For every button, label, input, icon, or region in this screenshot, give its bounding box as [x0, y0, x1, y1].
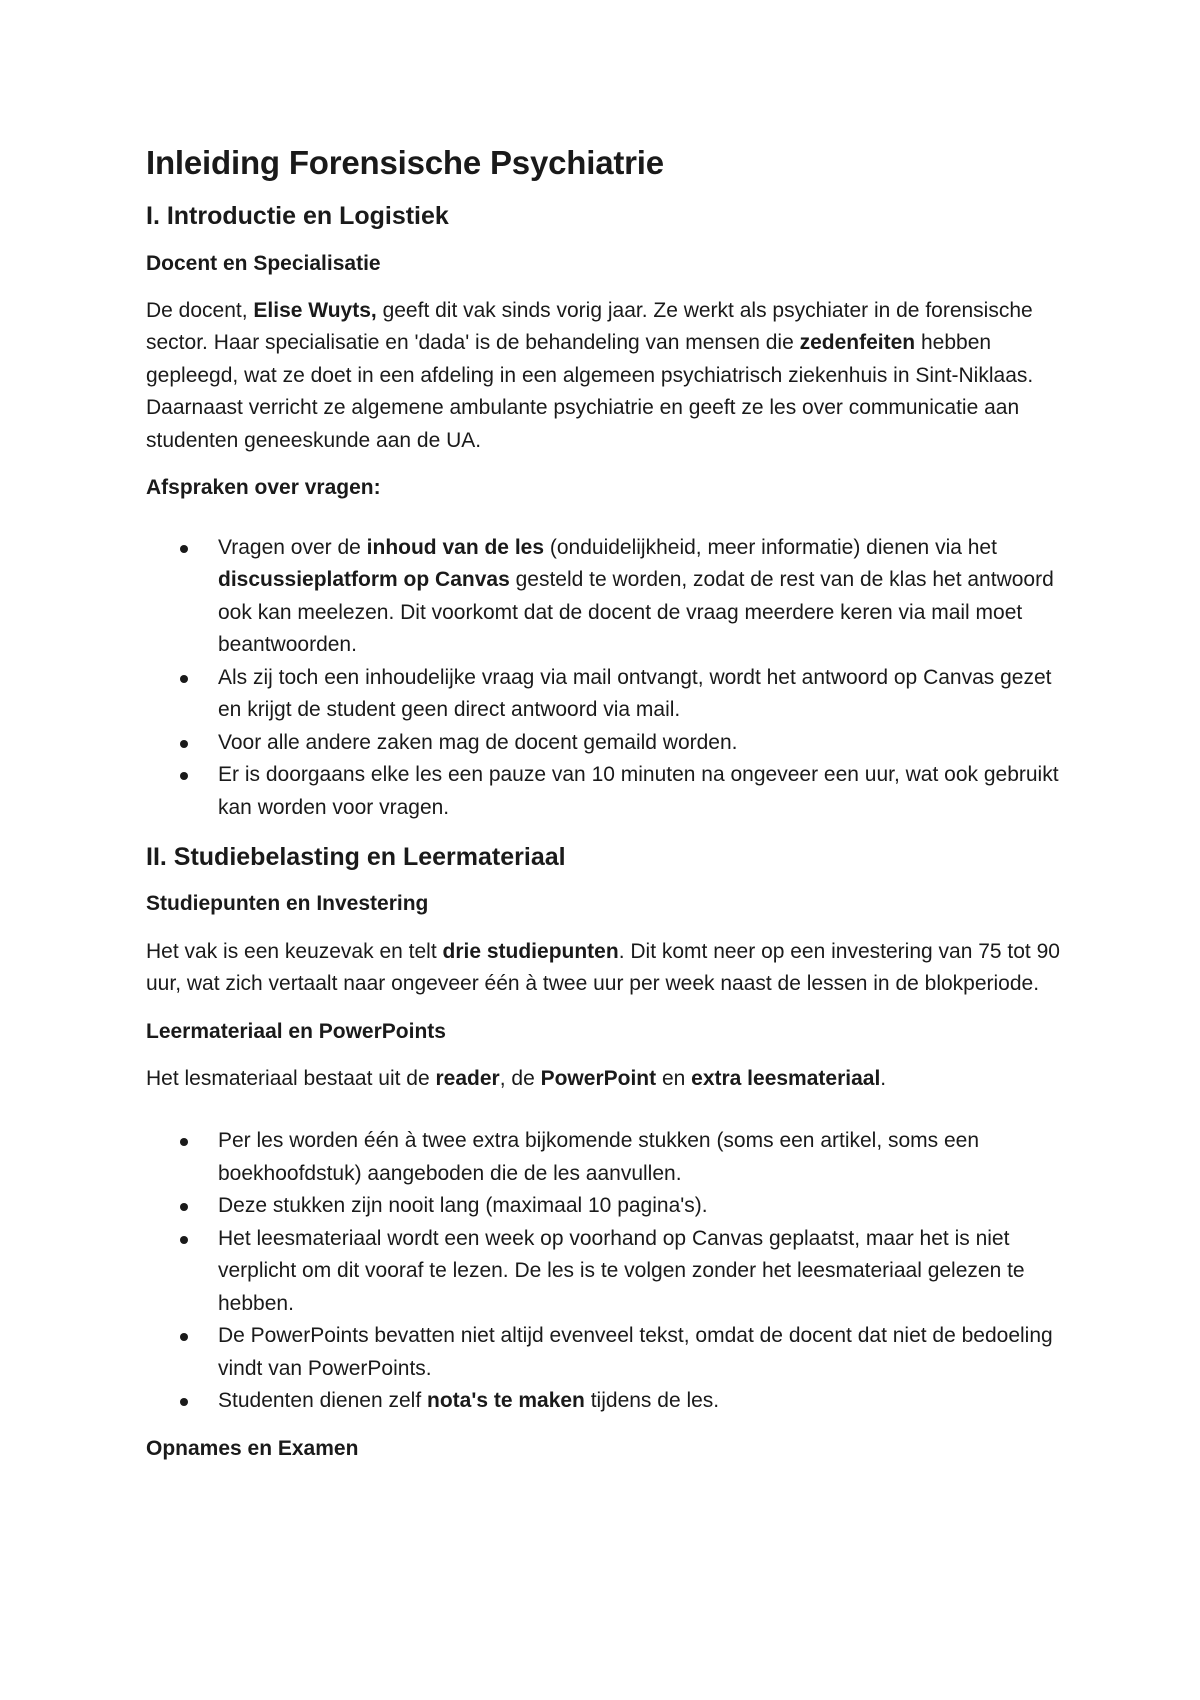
paragraph-leermateriaal: Het lesmateriaal bestaat uit de reader, de PowerPoint en extra leesmateriaal.	[146, 1066, 887, 1090]
section-heading-introductie: I. Introductie en Logistiek	[146, 202, 449, 231]
subheading-opnames: Opnames en Examen	[146, 1436, 359, 1460]
list-leermateriaal	[146, 1113, 1076, 1418]
subheading-studiepunten: Studiepunten en Investering	[146, 892, 429, 916]
list-item: Per les worden één à twee extra bijkomende stukken (soms een artikel, soms een boekhoofdstuk) aangeboden die de les aanvullen.	[218, 1125, 1076, 1190]
subheading-leermateriaal: Leermateriaal en PowerPoints	[146, 1019, 446, 1043]
subheading-docent: Docent en Specialisatie	[146, 251, 381, 275]
list-item: Het leesmateriaal wordt een week op voorhand op Canvas geplaatst, maar het is niet verplicht om dit vooraf te lezen. De les is te volgen zonder het leesmateriaal gelezen te hebben.	[218, 1223, 1076, 1321]
list-item: Voor alle andere zaken mag de docent gemaild worden.	[218, 727, 1076, 760]
paragraph-docent: De docent, Elise Wuyts, geeft dit vak sinds vorig jaar. Ze werkt als psychiater in de forensische sector. Haar specialisatie en 'dada' is de behandeling van mensen die zedenfeiten hebben gepleegd, wat ze doet in een afdeling in een algemeen psychiatrisch ziekenhuis in Sint-Niklaas. Daarnaast verricht ze algemene ambulante psychiatrie en geeft ze les over communicatie aan studenten geneeskunde aan de UA.	[146, 298, 1034, 452]
emphasis-zedenfeiten: zedenfeiten	[799, 331, 916, 355]
subheading-vragen: Afspraken over vragen:	[146, 476, 381, 500]
list-item: Studenten dienen zelf nota's te maken tijdens de les.	[218, 1385, 1076, 1418]
paragraph-studiepunten: Het vak is een keuzevak en telt drie studiepunten. Dit komt neer op een investering van 75 tot 90 uur, wat zich vertaalt naar ongeveer één à twee uur per week naast de lessen in de blokperiode.	[146, 939, 1060, 995]
list-item: Als zij toch een inhoudelijke vraag via mail ontvangt, wordt het antwoord op Canvas gezet en krijgt de student geen direct antwoord via mail.	[218, 662, 1076, 727]
docent-name: Elise Wuyts,	[253, 298, 377, 322]
document-title: Inleiding Forensische Psychiatrie	[146, 144, 664, 181]
list-item: De PowerPoints bevatten niet altijd evenveel tekst, omdat de docent dat niet de bedoeling vindt van PowerPoints.	[218, 1320, 1076, 1385]
list-item: Vragen over de inhoud van de les (onduidelijkheid, meer informatie) dienen via het discussieplatform op Canvas gesteld te worden, zodat de rest van de klas het antwoord ook kan meelezen. Dit voorkomt dat de docent de vraag meerdere keren via mail moet beantwoorden.	[218, 532, 1076, 662]
document-page	[146, 142, 1076, 1480]
list-vragen	[146, 520, 1076, 825]
list-item: Deze stukken zijn nooit lang (maximaal 10 pagina's).	[218, 1190, 1076, 1223]
list-item: Er is doorgaans elke les een pauze van 10 minuten na ongeveer een uur, wat ook gebruikt kan worden voor vragen.	[218, 759, 1076, 824]
section-heading-studiebelasting: II. Studiebelasting en Leermateriaal	[146, 843, 566, 871]
